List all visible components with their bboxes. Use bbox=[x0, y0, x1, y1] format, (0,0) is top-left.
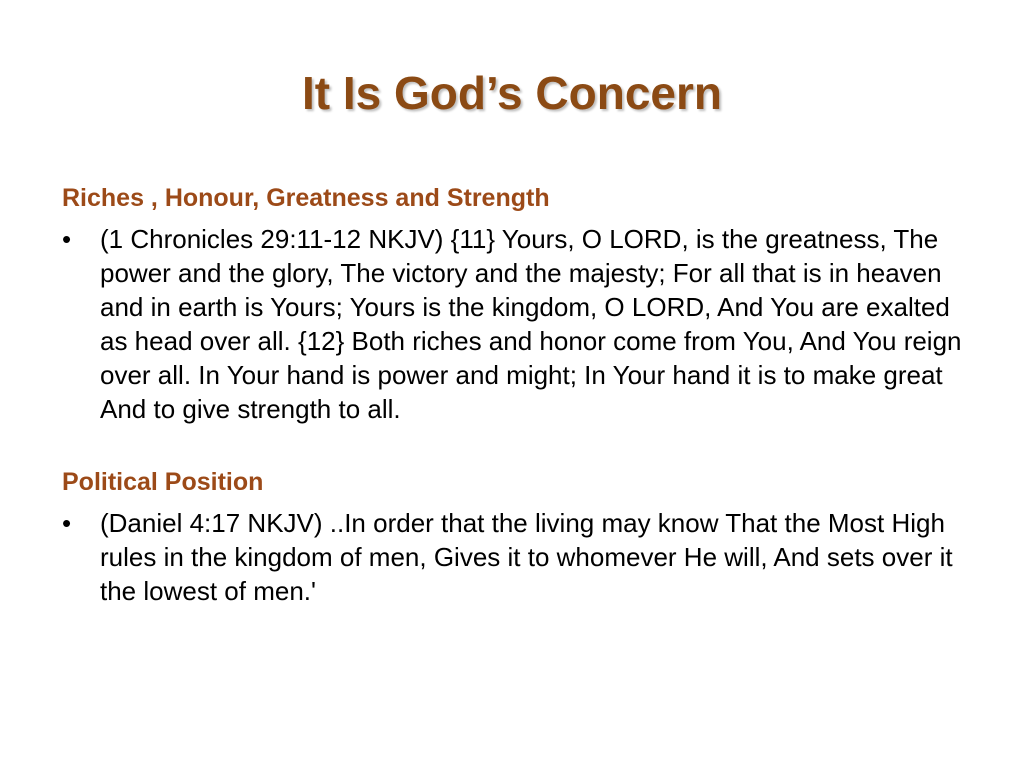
bullet-text: (1 Chronicles 29:11-12 NKJV) {11} Yours, O LORD, is the greatness, The power and the glory, The victory and the majesty; For all that is in heaven and in earth is Yours; Yours is the kingdom, O LORD, And You are exalted as head over all. {12} Both riches and honor come from You, And You reign over all. In Your hand is power and might; In Your hand it is to make great And to give strength to all. bbox=[100, 224, 962, 424]
bullet-item bbox=[62, 506, 972, 608]
bullet-icon: • bbox=[62, 224, 72, 254]
bullet-text: (Daniel 4:17 NKJV) ..In order that the living may know That the Most High rules in the kingdom of men, Gives it to whomever He will, And sets over it the lowest of men.' bbox=[100, 508, 953, 606]
bullet-item bbox=[62, 222, 972, 426]
section-riches bbox=[62, 180, 972, 426]
slide-content bbox=[62, 180, 972, 608]
bullet-icon: • bbox=[62, 508, 72, 538]
section-political-position bbox=[62, 464, 972, 608]
section-heading: Political Position bbox=[62, 468, 264, 496]
section-heading: Riches , Honour, Greatness and Strength bbox=[62, 184, 550, 212]
slide-title: It Is God’s Concern bbox=[301, 67, 723, 119]
